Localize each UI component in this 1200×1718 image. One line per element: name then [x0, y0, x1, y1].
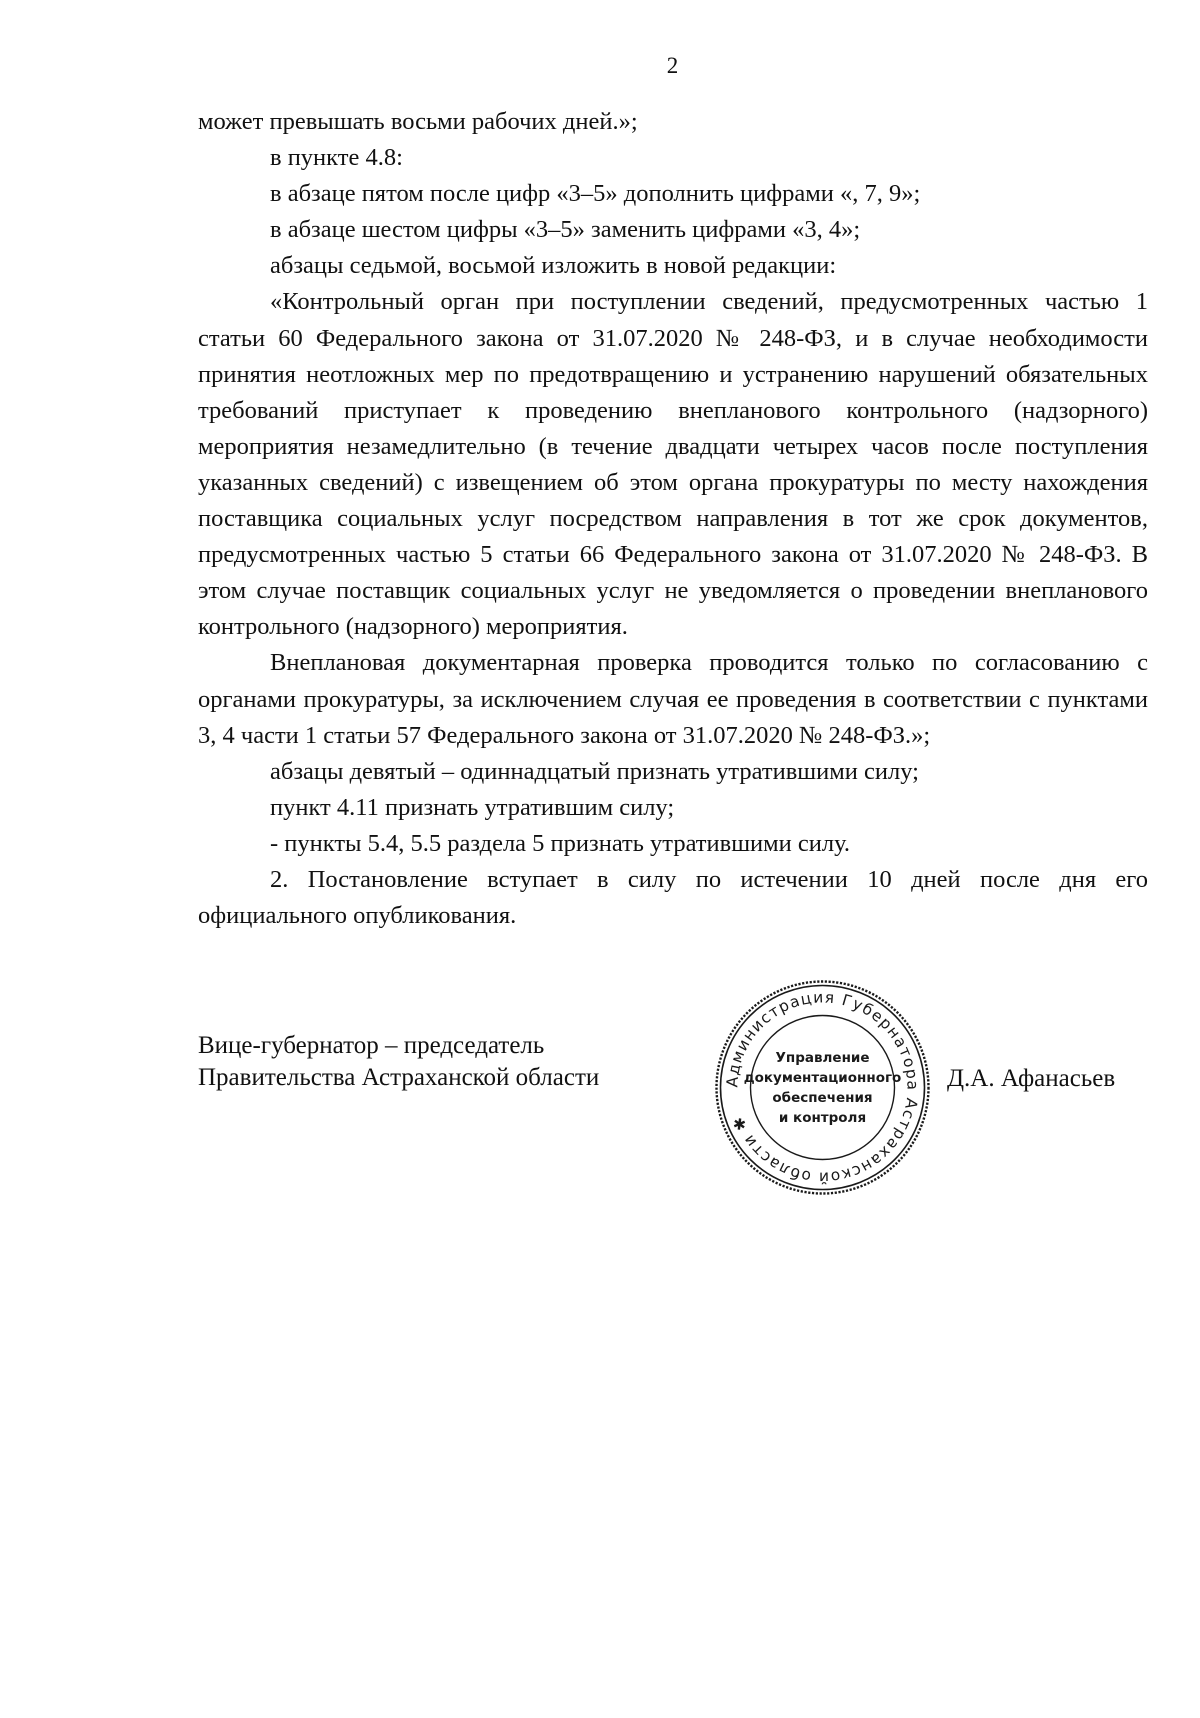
stamp-inner-line-2: документационного: [743, 1070, 902, 1086]
paragraph: может превышать восьми рабочих дней.»;: [198, 108, 638, 135]
paragraph: абзацы девятый – одиннадцатый признать утратившими силу;: [270, 757, 919, 785]
stamp-ring-text: [723, 988, 921, 1186]
paragraph: - пункты 5.4, 5.5 раздела 5 признать утратившими силу.: [270, 829, 851, 857]
paragraph: 2. Постановление вступает в силу по истечении 10 дней после дня его официального опубликования.: [198, 865, 1148, 930]
paragraph: «Контрольный орган при поступлении сведений, предусмотренных частью 1 статьи 60 Федерального закона от 31.07.2020 № 248-ФЗ, и в случае необходимости принятия неотложных мер по предотвращению и устранению нарушений обязательных требований приступает к проведению внепланового контрольного (надзорного) мероприятия незамедлительно (в течение двадцати четырех часов после поступления указанных сведений) с извещением об этом органа прокуратуры по месту нахождения поставщика социальных услуг посредством направления в тот же срок документов, предусмотренных частью 5 статьи 66 Федерального закона от 31.07.2020 № 248-ФЗ. В этом случае поставщик социальных услуг не уведомляется о проведении внепланового контрольного (надзорного) мероприятия.: [198, 288, 1148, 641]
official-seal-stamp: [710, 975, 935, 1200]
document-body: [198, 104, 1148, 934]
stamp-inner-line-3: обеспечения: [772, 1090, 873, 1106]
paragraph: в абзаце пятом после цифр «3–5» дополнить цифрами «, 7, 9»;: [270, 180, 921, 208]
signer-name: Д.А. Афанасьев: [947, 1065, 1116, 1092]
stamp-inner-line-1: Управление: [775, 1050, 870, 1066]
paragraph: пункт 4.11 признать утратившим силу;: [270, 793, 675, 821]
stamp-inner-line-4: и контроля: [778, 1110, 867, 1126]
signer-position-line-1: Вице-губернатор – председатель: [198, 1032, 545, 1059]
paragraph: в абзаце шестом цифры «3–5» заменить цифрами «3, 4»;: [270, 216, 861, 244]
paragraph: абзацы седьмой, восьмой изложить в новой редакции:: [270, 252, 837, 280]
paragraph: Внеплановая документарная проверка проводится только по согласованию с органами прокуратуры, за исключением случая ее проведения в соответствии с пунктами 3, 4 части 1 статьи 57 Федерального закона от 31.07.2020 № 248-ФЗ.»;: [198, 649, 1148, 749]
signer-position-line-2: Правительства Астраханской области: [198, 1064, 600, 1091]
paragraph: в пункте 4.8:: [270, 144, 403, 172]
signature-block: [198, 1030, 599, 1094]
page-number: 2: [666, 53, 679, 78]
stamp-ring-textpath: Администрация Губернатора Астраханской области ✱: [723, 988, 922, 1187]
